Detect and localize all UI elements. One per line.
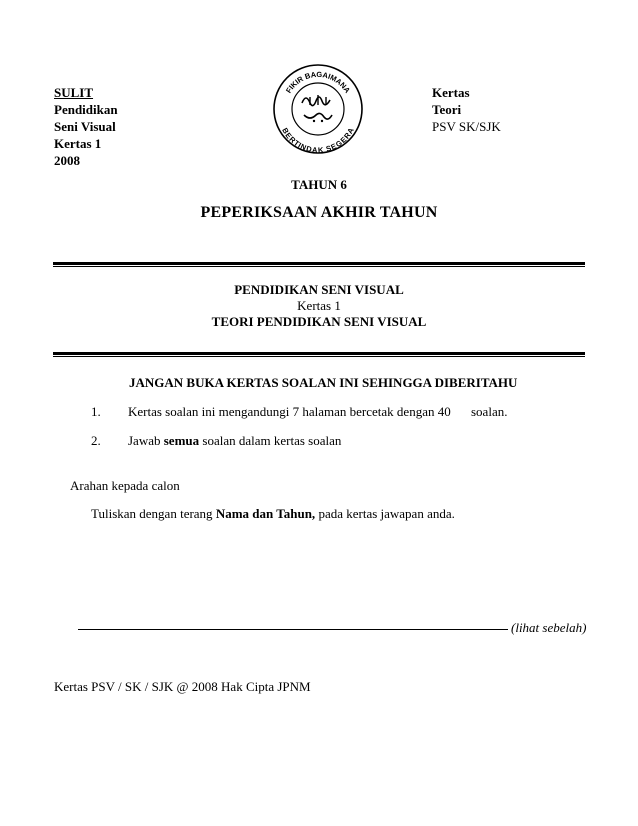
header-left-line: Pendidikan xyxy=(54,102,118,117)
logo-top-text: FIKIR BAGAIMANA xyxy=(283,69,353,95)
continue-line xyxy=(78,629,508,630)
candidate-instruction-text xyxy=(91,506,455,522)
divider-rule xyxy=(53,262,585,267)
instruction-pre: Jawab xyxy=(128,433,164,448)
header-right-line: Teori xyxy=(432,102,462,117)
header-left-line: Kertas 1 xyxy=(54,136,102,151)
logo-bottom-text: BERTINDAK SEGERA xyxy=(280,126,356,155)
continue-note: (lihat sebelah) xyxy=(511,620,587,635)
paper-number: Kertas 1 xyxy=(297,298,341,313)
instruction-text xyxy=(128,433,341,449)
instruction-text: Kertas soalan ini mengandungi 7 halaman bercetak dengan 40 xyxy=(128,404,451,419)
header-right-line: PSV SK/SJK xyxy=(432,119,501,134)
header-left-line: Seni Visual xyxy=(54,119,116,134)
instruction-number: 1. xyxy=(91,404,101,419)
instruction-bold: semua xyxy=(163,433,200,448)
crest-emblem-icon xyxy=(272,63,364,155)
candidate-post: pada kertas jawapan anda. xyxy=(315,506,455,521)
confidential-label: SULIT xyxy=(54,85,94,100)
instruction-suffix: soalan. xyxy=(471,404,508,419)
candidate-pre: Tuliskan dengan terang xyxy=(91,506,216,521)
header-right-line: Kertas xyxy=(432,85,470,100)
copyright-footer: Kertas PSV / SK / SJK @ 2008 Hak Cipta JPNM xyxy=(54,679,311,694)
instruction-post: soalan dalam kertas soalan xyxy=(199,433,342,448)
subject-name: PENDIDIKAN SENI VISUAL xyxy=(234,282,404,297)
divider-rule xyxy=(53,352,585,357)
header-left-line: 2008 xyxy=(54,153,80,168)
do-not-open-warning: JANGAN BUKA KERTAS SOALAN INI SEHINGGA DIBERITAHU xyxy=(129,375,518,390)
instruction-number: 2. xyxy=(91,433,101,448)
subject-full-title: TEORI PENDIDIKAN SENI VISUAL xyxy=(211,314,427,329)
header-left-block xyxy=(54,84,118,169)
year-level: TAHUN 6 xyxy=(291,177,347,192)
candidate-instructions-heading: Arahan kepada calon xyxy=(70,478,180,493)
subject-block xyxy=(0,282,638,330)
header-right-block xyxy=(432,84,501,135)
candidate-bold: Nama dan Tahun, xyxy=(215,506,316,521)
exam-title: PEPERIKSAAN AKHIR TAHUN xyxy=(200,204,438,221)
school-crest-logo xyxy=(272,63,364,155)
